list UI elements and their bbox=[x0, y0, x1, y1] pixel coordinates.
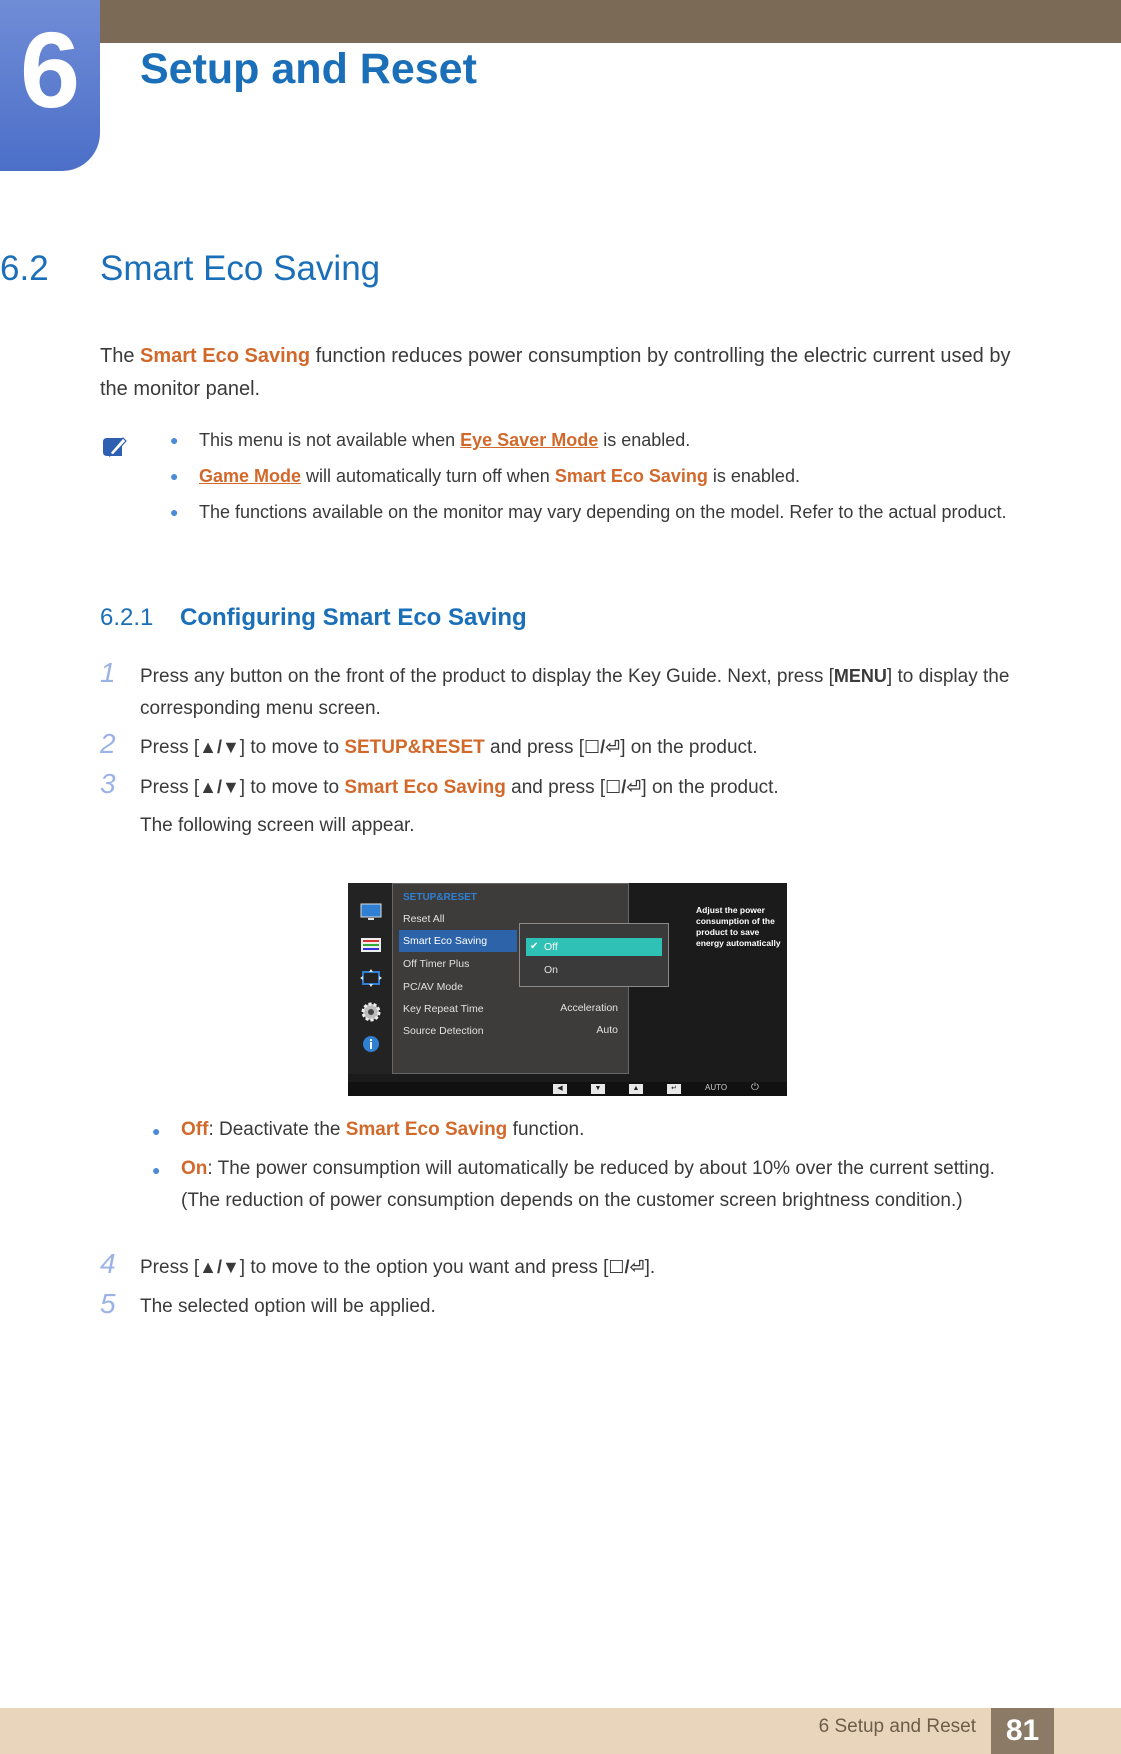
osd-item-smart-eco-saving[interactable]: Smart Eco Saving bbox=[399, 930, 517, 952]
osd-item-key-repeat-time[interactable]: Key Repeat Time bbox=[403, 1003, 484, 1015]
step-text: Press [ bbox=[140, 777, 200, 798]
note-text: is enabled. bbox=[598, 430, 691, 450]
note-text: is enabled. bbox=[707, 466, 800, 486]
note-text: will automatically turn off when bbox=[301, 466, 555, 486]
step-subtext: The following screen will appear. bbox=[140, 815, 415, 836]
osd-menu-header: SETUP&RESET bbox=[403, 892, 477, 903]
step-text: ] to move to bbox=[239, 737, 345, 758]
section-title-text: Smart Eco Saving bbox=[100, 249, 381, 288]
step-number: 2 bbox=[100, 728, 116, 759]
osd-item-off-timer-plus[interactable]: Off Timer Plus bbox=[403, 958, 470, 970]
note-text: This menu is not available when bbox=[199, 430, 461, 450]
step-2 bbox=[100, 728, 1030, 764]
info-icon bbox=[361, 1035, 381, 1053]
gear-icon bbox=[360, 1001, 382, 1023]
top-bar bbox=[0, 0, 1121, 43]
left-arrow-key-icon: ◀ bbox=[553, 1084, 567, 1094]
osd-option-off[interactable] bbox=[526, 938, 662, 956]
option-name: Off bbox=[181, 1119, 209, 1140]
note-icon bbox=[100, 432, 130, 460]
option-text: : Deactivate the bbox=[208, 1119, 346, 1140]
option-text: function. bbox=[507, 1119, 585, 1140]
section-title bbox=[0, 249, 380, 289]
osd-help-text: Adjust the power consumption of the product to save energy automatically bbox=[696, 905, 781, 948]
menu-key-icon: MENU bbox=[833, 666, 887, 686]
osd-option-popup bbox=[519, 923, 669, 987]
section-number: 6.2 bbox=[0, 249, 49, 288]
step-text: ] to move to the option you want and press [ bbox=[239, 1257, 609, 1278]
subsection-number: 6.2.1 bbox=[100, 604, 154, 631]
intro-paragraph bbox=[100, 340, 1030, 406]
option-highlight: Smart Eco Saving bbox=[345, 1119, 508, 1140]
intro-text-cont: function reduces power consumption by controlling the electric current used by the monitor panel. bbox=[100, 345, 1011, 400]
step-3 bbox=[100, 768, 1030, 842]
enter-key-icon: ☐/⏎ bbox=[584, 737, 621, 757]
link-game-mode[interactable]: Game Mode bbox=[199, 466, 302, 486]
intro-text: The bbox=[100, 345, 141, 367]
chapter-title: Setup and Reset bbox=[140, 45, 477, 93]
step-5 bbox=[100, 1288, 1030, 1323]
up-down-key-icon: ▲/▼ bbox=[199, 777, 240, 797]
note-item bbox=[170, 426, 1020, 454]
note-item bbox=[170, 498, 1020, 526]
osd-item-source-detection[interactable]: Source Detection bbox=[403, 1025, 484, 1037]
step-text: Press [ bbox=[140, 737, 200, 758]
bullet-icon: ● bbox=[152, 1123, 161, 1139]
osd-item-pc-av-mode[interactable]: PC/AV Mode bbox=[403, 981, 463, 993]
step-text: and press [ bbox=[484, 737, 585, 758]
step-text: ] on the product. bbox=[641, 777, 779, 798]
subsection-title bbox=[100, 604, 527, 632]
osd-icon-bar bbox=[348, 883, 392, 1074]
bullet-icon: ● bbox=[170, 504, 179, 520]
enter-key-icon: ☐/⏎ bbox=[608, 1257, 645, 1277]
osd-menu-panel bbox=[392, 883, 629, 1074]
size-position-icon bbox=[360, 969, 382, 987]
enter-key-icon: ☐/⏎ bbox=[605, 777, 642, 797]
step-text: ]. bbox=[644, 1257, 656, 1278]
step-text: Press [ bbox=[140, 1257, 200, 1278]
step-4 bbox=[100, 1248, 1030, 1284]
monitor-icon bbox=[360, 903, 382, 921]
option-list bbox=[152, 1114, 1032, 1224]
osd-item-reset-all[interactable]: Reset All bbox=[403, 913, 445, 925]
step-highlight: SETUP&RESET bbox=[344, 737, 485, 758]
note-list bbox=[170, 426, 1020, 534]
step-text: Press any button on the front of the product to display the Key Guide. Next, press [ bbox=[140, 666, 834, 687]
osd-option-label: On bbox=[544, 964, 559, 976]
check-icon: ✔ bbox=[530, 941, 539, 952]
step-text: ] to display the corresponding menu screen. bbox=[140, 666, 1010, 719]
osd-option-on[interactable] bbox=[526, 961, 662, 979]
note-highlight: Smart Eco Saving bbox=[554, 466, 708, 486]
power-icon: ⏻ bbox=[751, 1082, 759, 1093]
step-text: ] to move to bbox=[239, 777, 345, 798]
option-item-on bbox=[152, 1153, 1032, 1217]
osd-value-key-repeat: Acceleration bbox=[560, 1002, 618, 1014]
step-text: The selected option will be applied. bbox=[140, 1296, 436, 1317]
note-text: The functions available on the monitor may vary depending on the model. Refer to the actual product. bbox=[199, 502, 1007, 522]
note-item bbox=[170, 462, 1020, 490]
osd-menu-screenshot bbox=[348, 883, 787, 1096]
osd-option-label: Off bbox=[544, 941, 558, 953]
footer-chapter-label: 6 Setup and Reset bbox=[818, 1716, 976, 1737]
up-arrow-key-icon: ▲ bbox=[629, 1084, 643, 1094]
page-number: 81 bbox=[991, 1708, 1054, 1754]
osd-value-source-detection: Auto bbox=[596, 1024, 618, 1036]
osd-auto-label: AUTO bbox=[705, 1083, 728, 1092]
link-eye-saver-mode[interactable]: Eye Saver Mode bbox=[460, 430, 599, 450]
step-number: 3 bbox=[100, 768, 116, 799]
osd-key-guide-bar bbox=[348, 1082, 787, 1096]
up-down-key-icon: ▲/▼ bbox=[199, 737, 240, 757]
chapter-number-tab: 6 bbox=[0, 0, 100, 171]
step-1 bbox=[100, 657, 1030, 725]
step-number: 5 bbox=[100, 1288, 116, 1319]
enter-key-icon: ↵ bbox=[667, 1084, 681, 1094]
bullet-icon: ● bbox=[152, 1162, 161, 1178]
option-text: : The power consumption will automatically be reduced by about 10% over the current setting. (The reduction of power consumption depends on the customer screen brightness condition.) bbox=[181, 1158, 995, 1211]
subsection-title-text: Configuring Smart Eco Saving bbox=[180, 604, 527, 631]
color-icon bbox=[360, 936, 382, 954]
step-text: and press [ bbox=[505, 777, 606, 798]
bullet-icon: ● bbox=[170, 468, 179, 484]
step-number: 4 bbox=[100, 1248, 116, 1279]
intro-highlight: Smart Eco Saving bbox=[140, 345, 311, 367]
option-name: On bbox=[181, 1158, 208, 1179]
step-highlight: Smart Eco Saving bbox=[344, 777, 506, 798]
bullet-icon: ● bbox=[170, 432, 179, 448]
step-text: ] on the product. bbox=[620, 737, 758, 758]
up-down-key-icon: ▲/▼ bbox=[199, 1257, 240, 1277]
down-arrow-key-icon: ▼ bbox=[591, 1084, 605, 1094]
option-item-off bbox=[152, 1114, 1032, 1146]
step-number: 1 bbox=[100, 657, 116, 688]
